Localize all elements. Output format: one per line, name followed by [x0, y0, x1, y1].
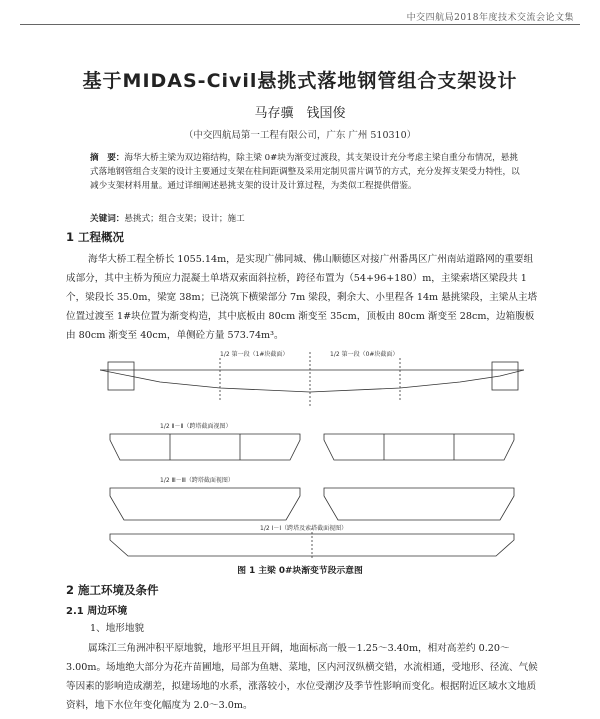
elevation-right-box [492, 362, 518, 390]
section-1-paragraph: 海华大桥工程全桥长 1055.14m，是实现广佛同城、佛山顺德区对接广州番禺区广州南站道路网的重要组成部分，其中主桥为预应力混凝土单塔双索面斜拉桥，跨径布置为（54+96+180）m，主梁索塔区梁段共 1 个，梁段长 35.0m，梁宽 38m；已浇筑下横梁部分 7m 梁段，剩余大、小里程各 14m 悬挑梁段，主梁从主塔位置过渡至 1#块位置为渐变构造，其中底板由 80cm 渐变至 35cm，顶板由 80cm 渐变至 28cm，边箱腹板由 80cm 渐变至 40cm，单侧砼方量 573.74m³。 [66, 254, 538, 341]
section-2-1-heading: 2.1 周边环境 [66, 606, 128, 617]
section-1-body [66, 250, 538, 345]
running-header: 中交四航局2018年度技术交流会论文集 [406, 13, 574, 23]
section-top-right [324, 434, 514, 460]
section-1-heading: 1 工程概况 [66, 230, 125, 244]
figure-1-caption: 图 1 主梁 0#块渐变节段示意图 [237, 566, 363, 576]
figure-label: 1/2 第一段（1#块截面） [220, 351, 289, 358]
figure-1-drawing [100, 348, 524, 560]
affiliation: （中交四航局第一工程有限公司，广东 广州 510310） [183, 130, 417, 141]
figure-label: 1/2 Ⅱ－Ⅱ（跨塔截面视图） [160, 423, 232, 430]
authors: 马存骥 钱国俊 [254, 106, 346, 121]
abstract-label: 摘 要： [90, 153, 125, 163]
figure-label: 1/2 第一段（0#块截面） [330, 351, 399, 358]
keywords [90, 212, 520, 224]
section-2-paragraph: 属珠江三角洲冲积平原地貌，地形平坦且开阔，地面标高一般－1.25～3.40m，相对高差约 0.20～3.00m。场地绝大部分为花卉苗圃地，局部为鱼塘、菜地，区内河汊纵横交错，水流相通，受地形、径流、气候等因素的影响造成潮差，拟建场地的水系，涨落较小，水位受潮汐及季节性影响而变化。根据附近区域水文地质资料，地下水位年变化幅度为 2.0～3.0m。 [66, 643, 538, 711]
header-divider [20, 24, 580, 25]
section-middle-right [324, 488, 514, 520]
abstract-text: 海华大桥主梁为双边箱结构，除主梁 0#块为渐变过渡段，其支架设计充分考虑主梁自重分布情况，悬挑式落地钢管组合支架的设计主要通过支架在柱间距调整及采用定制贝雷片调节的方式，充分发挥支架受力特性，以减少支架材料用量。通过详细阐述悬挑支架的设计及计算过程，为类似工程提供借鉴。 [90, 153, 520, 191]
paper-title: 基于MIDAS-Civil悬挑式落地钢管组合支架设计 [82, 70, 518, 92]
figure-label: 1/2 Ⅲ－Ⅲ（跨塔截面视图） [160, 477, 234, 484]
abstract [90, 151, 520, 193]
keywords-text: 悬挑式；组合支架；设计；施工 [124, 214, 245, 224]
figure-label: 1/2 Ⅰ－Ⅰ（跨塔及索塔截面视图） [260, 525, 348, 532]
elevation-girder-soffit [100, 370, 524, 392]
keywords-label: 关键词： [90, 214, 125, 224]
section-middle-left [110, 488, 300, 520]
list-item-terrain: 1、地形地貌 [90, 623, 145, 634]
section-2-body [66, 639, 538, 715]
section-2-heading: 2 施工环境及条件 [66, 583, 159, 597]
section-top-left [110, 434, 300, 460]
